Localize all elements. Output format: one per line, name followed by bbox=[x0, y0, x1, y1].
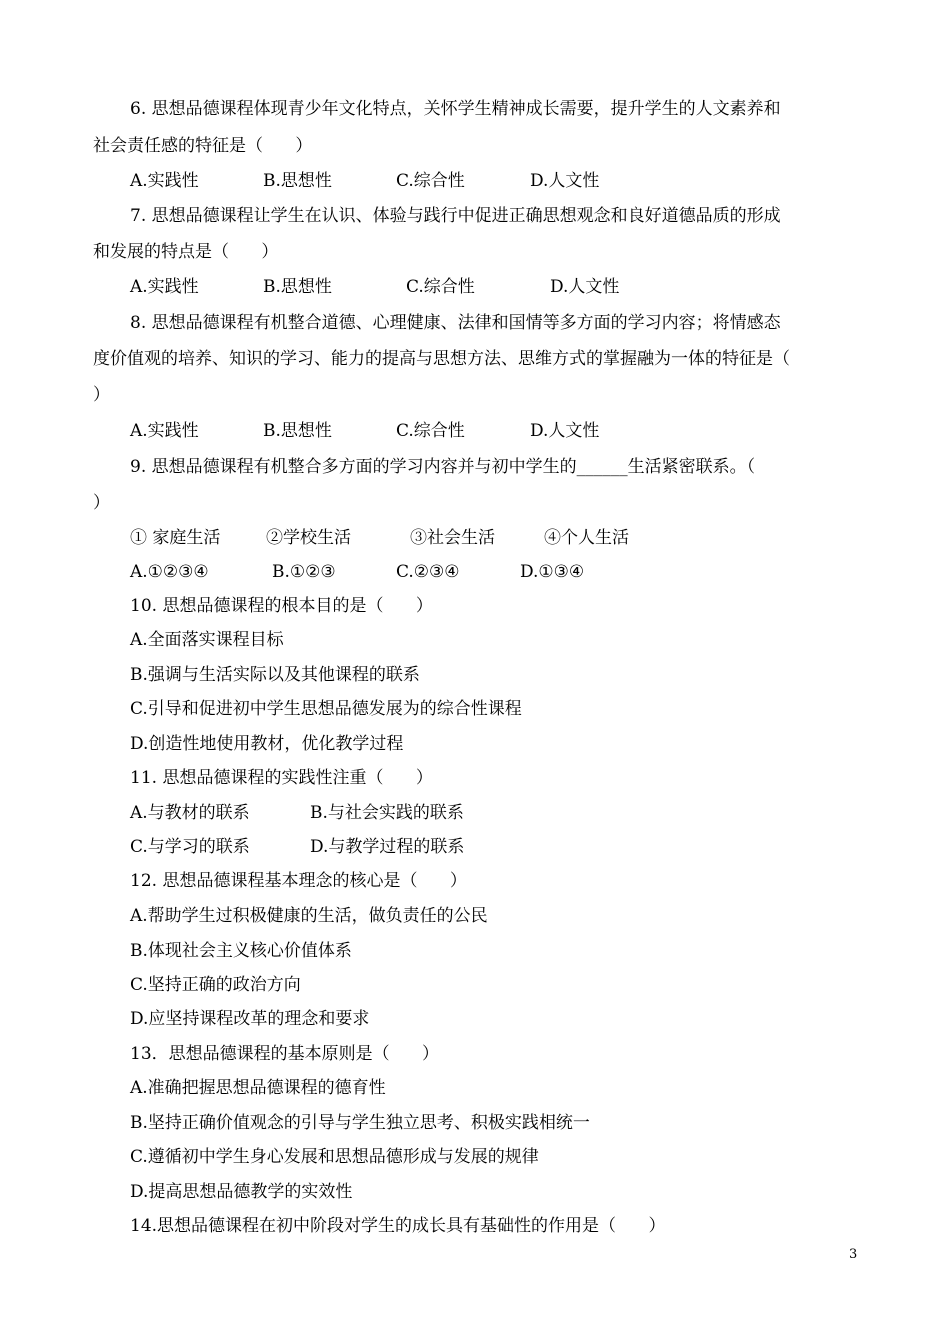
q7-option-b: B.思想性 bbox=[263, 277, 332, 297]
q13-option-b: B.坚持正确价值观念的引导与学生独立思考、积极实践相统一 bbox=[130, 1113, 590, 1133]
q14-stem: 14.思想品德课程在初中阶段对学生的成长具有基础性的作用是（ ） bbox=[130, 1216, 666, 1236]
q9-stem-line1: 9. 思想品德课程有机整合多方面的学习内容并与初中学生的______生活紧密联系。（ bbox=[130, 457, 756, 477]
q9-item-4: ④个人生活 bbox=[544, 528, 629, 548]
q11-stem: 11. 思想品德课程的实践性注重（ ） bbox=[130, 768, 433, 788]
q7-option-c: C.综合性 bbox=[406, 277, 475, 297]
q8-option-c: C.综合性 bbox=[396, 421, 465, 441]
q9-item-2: ②学校生活 bbox=[266, 528, 351, 548]
q10-option-d: D.创造性地使用教材，优化教学过程 bbox=[130, 734, 404, 754]
q9-stem-line2: ） bbox=[93, 493, 110, 513]
q11-option-d: D.与教学过程的联系 bbox=[310, 837, 465, 857]
q7-stem-line2: 和发展的特点是（ ） bbox=[93, 242, 279, 262]
q7-option-d: D.人文性 bbox=[550, 277, 620, 297]
q13-option-a: A.准确把握思想品德课程的德育性 bbox=[130, 1078, 386, 1098]
q8-option-d: D.人文性 bbox=[530, 421, 600, 441]
q9-item-1: ① 家庭生活 bbox=[130, 528, 221, 548]
q10-option-b: B.强调与生活实际以及其他课程的联系 bbox=[130, 665, 420, 685]
q12-option-c: C.坚持正确的政治方向 bbox=[130, 975, 301, 995]
q9-option-b: B.①②③ bbox=[272, 562, 336, 582]
q8-stem-line3: ） bbox=[93, 385, 110, 405]
q8-option-a: A.实践性 bbox=[130, 421, 199, 441]
q12-option-d: D.应坚持课程改革的理念和要求 bbox=[130, 1009, 370, 1029]
q9-option-c: C.②③④ bbox=[396, 562, 460, 582]
q13-option-d: D.提高思想品德教学的实效性 bbox=[130, 1182, 353, 1202]
q9-option-d: D.①③④ bbox=[520, 562, 585, 582]
q10-option-c: C.引导和促进初中学生思想品德发展为的综合性课程 bbox=[130, 699, 522, 719]
q9-item-3: ③社会生活 bbox=[410, 528, 495, 548]
q10-stem: 10. 思想品德课程的根本目的是（ ） bbox=[130, 596, 433, 616]
q11-option-a: A.与教材的联系 bbox=[130, 803, 250, 823]
q6-stem-line1: 6. 思想品德课程体现青少年文化特点，关怀学生精神成长需要，提升学生的人文素养和 bbox=[130, 99, 781, 119]
q12-option-a: A.帮助学生过积极健康的生活，做负责任的公民 bbox=[130, 906, 488, 926]
q12-option-b: B.体现社会主义核心价值体系 bbox=[130, 941, 352, 961]
q8-stem-line1: 8. 思想品德课程有机整合道德、心理健康、法律和国情等多方面的学习内容；将情感态 bbox=[130, 313, 781, 333]
q8-option-b: B.思想性 bbox=[263, 421, 332, 441]
q11-option-b: B.与社会实践的联系 bbox=[310, 803, 464, 823]
q9-option-a: A.①②③④ bbox=[130, 562, 209, 582]
page-number: 3 bbox=[849, 1247, 858, 1262]
q12-stem: 12. 思想品德课程基本理念的核心是（ ） bbox=[130, 871, 467, 891]
q6-option-c: C.综合性 bbox=[396, 171, 465, 191]
q6-option-b: B.思想性 bbox=[263, 171, 332, 191]
q6-option-a: A.实践性 bbox=[130, 171, 199, 191]
q13-stem: 13．思想品德课程的基本原则是（ ） bbox=[130, 1044, 440, 1064]
q6-option-d: D.人文性 bbox=[530, 171, 600, 191]
q7-option-a: A.实践性 bbox=[130, 277, 199, 297]
q10-option-a: A.全面落实课程目标 bbox=[130, 630, 284, 650]
q13-option-c: C.遵循初中学生身心发展和思想品德形成与发展的规律 bbox=[130, 1147, 539, 1167]
q11-option-c: C.与学习的联系 bbox=[130, 837, 250, 857]
q8-stem-line2: 度价值观的培养、知识的学习、能力的提高与思想方法、思维方式的掌握融为一体的特征是（ bbox=[93, 349, 790, 369]
q6-stem-line2: 社会责任感的特征是（ ） bbox=[93, 136, 313, 156]
q7-stem-line1: 7. 思想品德课程让学生在认识、体验与践行中促进正确思想观念和良好道德品质的形成 bbox=[130, 206, 781, 226]
